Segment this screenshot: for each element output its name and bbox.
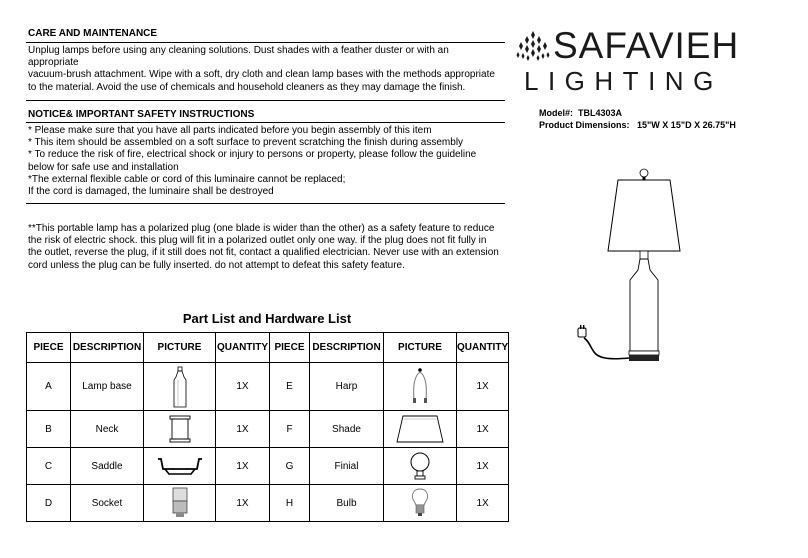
table-row xyxy=(27,363,509,411)
desc-cell: Finial xyxy=(310,448,384,485)
divider xyxy=(26,122,505,123)
safety-line: *The external flexible cable or cord of this luminaire cannot be replaced; xyxy=(28,173,346,185)
table-header-row xyxy=(27,333,509,363)
col-header: DESCRIPTION xyxy=(310,333,384,363)
qty-cell: 1X xyxy=(457,448,509,485)
care-line: Unplug lamps before using any cleaning solutions. Dust shades with a feather duster or with an xyxy=(28,45,449,56)
piece-cell: H xyxy=(270,485,310,522)
desc-cell: Saddle xyxy=(71,448,144,485)
desc-cell: Neck xyxy=(71,411,144,448)
divider xyxy=(26,100,505,101)
plug-line: **This portable lamp has a polarized plug (one blade is wider than the other) as a safety feature to reduce xyxy=(28,223,495,234)
chandelier-logo-icon xyxy=(516,30,550,66)
safety-line: * To reduce the risk of fire, electrical shock or injury to persons or property, please follow the guideline xyxy=(28,149,477,161)
col-header: PIECE xyxy=(270,333,310,363)
desc-cell: Harp xyxy=(310,363,384,411)
safety-line: below for safe use and installation xyxy=(28,161,179,173)
desc-cell: Socket xyxy=(71,485,144,522)
lamp-base-icon xyxy=(144,363,216,411)
model-number xyxy=(539,108,622,118)
neck-icon xyxy=(144,411,216,448)
model-label: Model#: xyxy=(539,108,574,118)
col-header: PICTURE xyxy=(384,333,457,363)
safety-line: * Please make sure that you have all parts indicated before you begin assembly of this item xyxy=(28,125,432,136)
brand-sub: LIGHTING xyxy=(524,66,723,96)
desc-cell: Shade xyxy=(310,411,384,448)
col-header: QUANTITY xyxy=(457,333,509,363)
qty-cell: 1X xyxy=(216,485,270,522)
care-line: to the material. Avoid the use of chemicals and household cleaners as they may damage the finish. xyxy=(28,81,466,93)
table-row xyxy=(27,411,509,448)
plug-line: the outlet, reverse the plug, if it still does not fit, contact a qualified electrician. Never use with an extension xyxy=(28,247,499,259)
divider xyxy=(26,203,505,204)
piece-cell: E xyxy=(270,363,310,411)
divider xyxy=(26,42,505,43)
harp-icon xyxy=(384,363,457,411)
qty-cell: 1X xyxy=(457,485,509,522)
qty-cell: 1X xyxy=(457,363,509,411)
safety-line: If the cord is damaged, the luminaire shall be destroyed xyxy=(28,186,274,198)
col-header: QUANTITY xyxy=(216,333,270,363)
piece-cell: F xyxy=(270,411,310,448)
care-text xyxy=(28,45,506,94)
piece-cell: G xyxy=(270,448,310,485)
piece-cell: C xyxy=(27,448,71,485)
piece-cell: A xyxy=(27,363,71,411)
table-lamp-illustration xyxy=(568,162,700,370)
plug-note xyxy=(28,223,506,272)
safety-line: * This item should be assembled on a soft surface to prevent scratching the finish during assembly xyxy=(28,137,464,149)
dims-value: 15"W X 15"D X 26.75"H xyxy=(637,120,736,130)
bulb-icon xyxy=(384,485,457,522)
table-row xyxy=(27,448,509,485)
qty-cell: 1X xyxy=(216,363,270,411)
safety-heading: NOTICE& IMPORTANT SAFETY INSTRUCTIONS xyxy=(28,109,255,120)
qty-cell: 1X xyxy=(457,411,509,448)
parts-table xyxy=(26,332,509,522)
plug-line: cord unless the plug can be fully inserted. do not attempt to defeat this safety feature. xyxy=(28,259,405,271)
dims-label: Product Dimensions: xyxy=(539,120,630,130)
product-dimensions xyxy=(539,120,736,130)
col-header: PICTURE xyxy=(144,333,216,363)
parts-title: Part List and Hardware List xyxy=(182,311,352,326)
plug-line: the risk of electric shock. this plug will fit in a polarized outlet only one way. if the plug does not fit fully in xyxy=(28,235,487,247)
piece-cell: B xyxy=(27,411,71,448)
care-heading: CARE AND MAINTENANCE xyxy=(28,28,158,39)
table-row xyxy=(27,485,509,522)
care-line: vacuum-brush attachment. Wipe with a soft, dry cloth and clean lamp bases with the methods appropriate xyxy=(28,69,495,81)
piece-cell: D xyxy=(27,485,71,522)
shade-icon xyxy=(384,411,457,448)
socket-icon xyxy=(144,485,216,522)
finial-icon xyxy=(384,448,457,485)
col-header: DESCRIPTION xyxy=(71,333,144,363)
safety-text xyxy=(28,125,506,198)
brand-name: SAFAVIEH xyxy=(553,25,740,66)
saddle-icon xyxy=(144,448,216,485)
qty-cell: 1X xyxy=(216,448,270,485)
qty-cell: 1X xyxy=(216,411,270,448)
desc-cell: Lamp base xyxy=(71,363,144,411)
model-value: TBL4303A xyxy=(578,108,623,118)
desc-cell: Bulb xyxy=(310,485,384,522)
col-header: PIECE xyxy=(27,333,71,363)
care-line: appropriate xyxy=(28,57,79,69)
